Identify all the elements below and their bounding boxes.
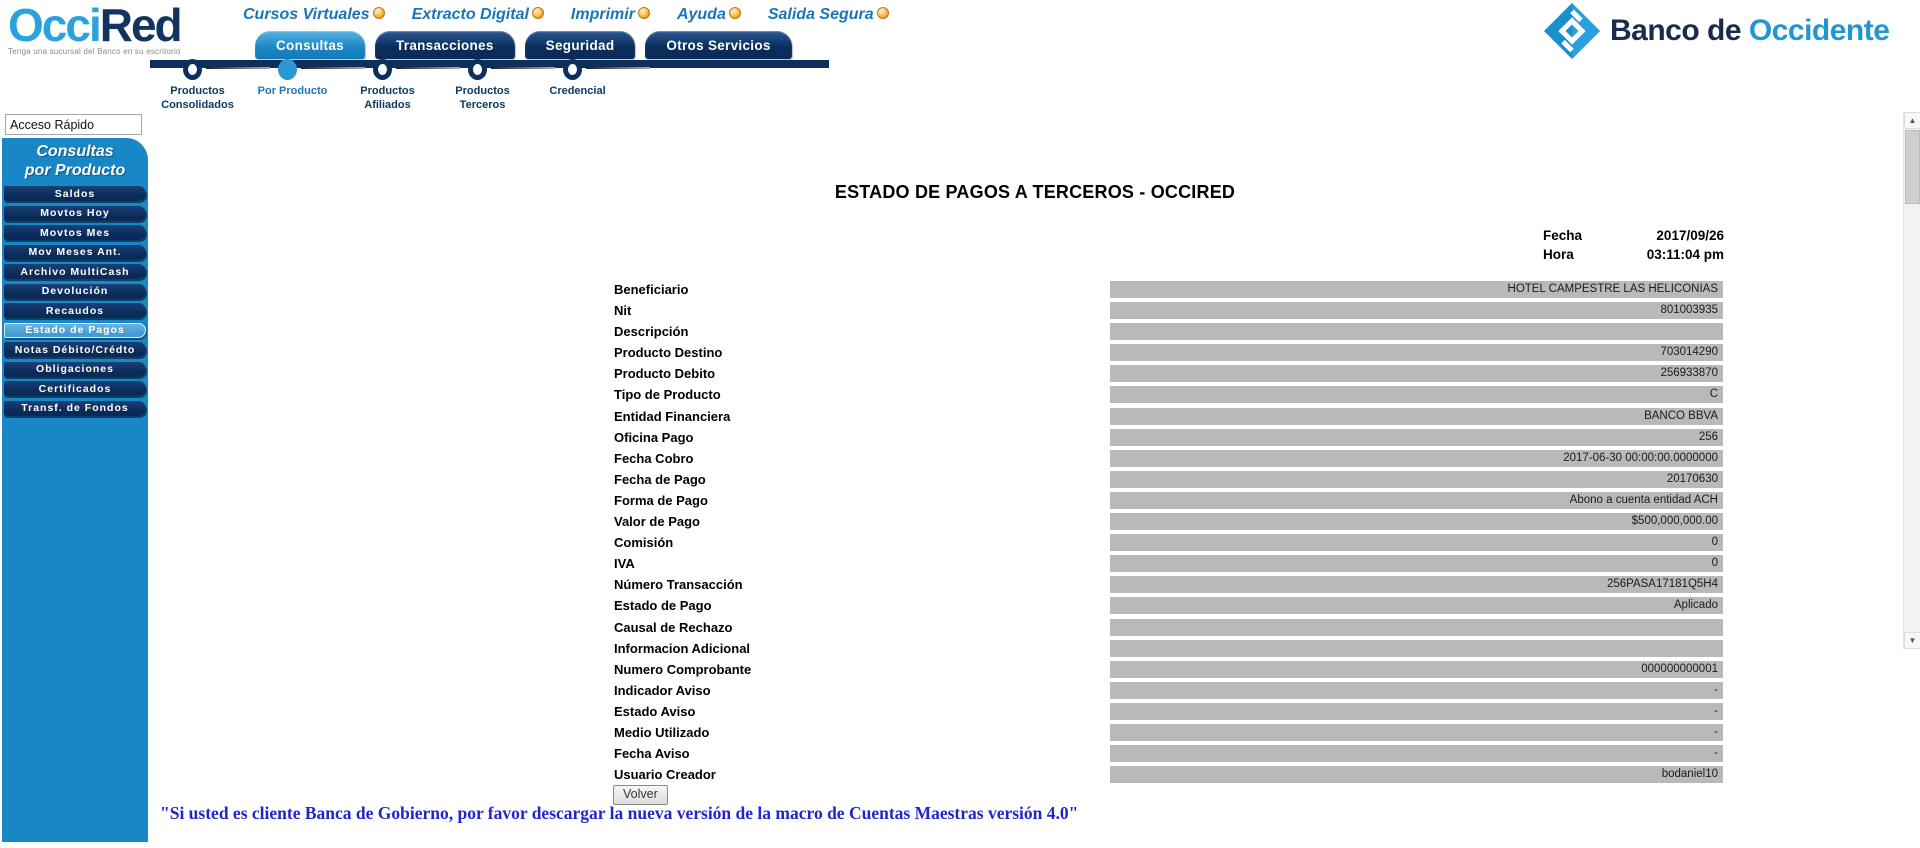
field-value: C <box>1110 386 1723 403</box>
field-row <box>614 281 1724 302</box>
time-row <box>1543 247 1724 262</box>
sidebar-menu-item[interactable] <box>4 284 146 299</box>
top-link-label: Ayuda <box>676 6 726 23</box>
nav-tab[interactable] <box>525 31 636 59</box>
field-label: Fecha de Pago <box>614 471 706 487</box>
field-row <box>614 386 1724 407</box>
sidebar-menu-item[interactable] <box>4 303 146 318</box>
occired-logo-text <box>8 0 181 50</box>
field-label: Informacion Adicional <box>614 640 751 656</box>
main-tab-bar <box>255 31 792 59</box>
step-dot-row <box>150 58 245 81</box>
sidebar-menu-item[interactable] <box>4 401 146 416</box>
field-label: Estado Aviso <box>614 703 696 719</box>
sidebar-menu-item-label: Transf. de Fondos <box>21 402 129 414</box>
field-row <box>614 619 1724 640</box>
field-value: $500,000,000.00 <box>1110 513 1723 530</box>
sidebar-menu-item-label: Mov Meses Ant. <box>28 246 122 258</box>
sidebar-menu <box>2 186 148 416</box>
field-value <box>1110 619 1723 636</box>
field-label: Usuario Creador <box>614 767 716 783</box>
field-value: 000000000001 <box>1110 661 1723 678</box>
sidebar-menu-item[interactable] <box>4 381 146 396</box>
step-label: Credencial <box>549 85 606 97</box>
field-label: Producto Debito <box>614 366 716 382</box>
field-label: Medio Utilizado <box>614 724 710 740</box>
sidebar-menu-item[interactable] <box>4 245 146 260</box>
field-row <box>614 365 1724 386</box>
field-value: Aplicado <box>1110 597 1723 614</box>
sidebar-menu-item-label: Archivo MultiCash <box>20 265 130 278</box>
field-row <box>614 682 1724 703</box>
sidebar-menu-item-label: Obligaciones <box>36 363 114 375</box>
nav-tab[interactable] <box>645 31 791 59</box>
field-label: Beneficiario <box>614 282 689 297</box>
step-item[interactable] <box>340 58 435 113</box>
step-connector-line <box>586 67 650 69</box>
step-label: Productos Afiliados <box>360 85 415 112</box>
sidebar-title-line1: Consultas <box>36 143 114 160</box>
orange-badge-icon <box>532 7 544 19</box>
field-value: 256933870 <box>1110 365 1723 382</box>
step-circle-icon <box>183 59 202 80</box>
field-label: Comisión <box>614 535 674 551</box>
orange-badge-icon <box>729 7 741 19</box>
step-label: Por Producto <box>257 85 328 97</box>
footer-notice: "Si usted es cliente Banca de Gobierno, por favor descargar la nueva versión de la macro de Cuentas Maestras versión 4.0" <box>160 803 1079 823</box>
step-item[interactable] <box>150 58 245 113</box>
field-label: Indicador Aviso <box>614 682 711 698</box>
step-label: Productos Consolidados <box>161 85 234 112</box>
field-row <box>614 661 1724 682</box>
step-circle-icon <box>278 59 297 80</box>
field-row <box>614 344 1724 365</box>
top-link[interactable] <box>243 6 385 24</box>
scrollbar-thumb[interactable] <box>1905 130 1920 204</box>
field-row <box>614 450 1724 471</box>
sidebar-panel <box>2 138 148 842</box>
field-label: Causal de Rechazo <box>614 619 733 635</box>
sidebar-menu-item-label: Certificados <box>38 382 112 395</box>
field-row <box>614 323 1724 344</box>
sidebar-menu-item[interactable] <box>4 323 146 338</box>
field-row <box>614 555 1724 576</box>
bank-name-light: Occidente <box>1748 14 1890 47</box>
bank-name-dark: Banco de <box>1610 14 1742 47</box>
field-value <box>1110 323 1723 340</box>
field-value: - <box>1110 682 1723 699</box>
sidebar-menu-item-label: Movtos Mes <box>39 226 111 239</box>
field-label: Valor de Pago <box>614 514 700 530</box>
field-value: 2017-06-30 00:00:00.0000000 <box>1110 450 1723 467</box>
sidebar-menu-item[interactable] <box>4 342 146 357</box>
sidebar-menu-item-label: Devolución <box>41 285 109 297</box>
field-value: 256 <box>1110 429 1723 446</box>
top-link[interactable] <box>571 6 650 24</box>
field-row <box>614 597 1724 618</box>
sidebar-menu-item[interactable] <box>4 225 146 240</box>
step-circle-icon <box>563 59 582 80</box>
field-row <box>614 513 1724 534</box>
step-dot-row <box>245 58 340 81</box>
nav-tab-label: Transacciones <box>395 37 494 53</box>
sidebar-menu-item-label: Estado de Pagos <box>25 324 125 336</box>
step-item[interactable] <box>245 58 340 113</box>
sidebar-menu-item-label: Saldos <box>54 187 96 200</box>
sidebar-title-line2: por Producto <box>24 162 126 179</box>
nav-tab-label: Consultas <box>276 37 344 53</box>
field-label: IVA <box>614 556 635 572</box>
field-value: - <box>1110 745 1723 762</box>
field-label: Numero Comprobante <box>614 661 752 677</box>
top-link-bar <box>243 6 889 24</box>
step-dot-row <box>530 58 625 81</box>
top-link[interactable] <box>677 6 741 24</box>
bank-logo-icon <box>1544 3 1600 59</box>
sidebar-menu-item[interactable] <box>4 264 146 279</box>
field-value: 801003935 <box>1110 302 1723 319</box>
field-label: Forma de Pago <box>614 492 708 508</box>
field-value: 703014290 <box>1110 344 1723 361</box>
time-label: Hora <box>1543 247 1574 262</box>
field-row <box>614 766 1724 787</box>
field-row <box>614 576 1724 597</box>
sidebar-title <box>2 138 148 180</box>
bank-logo <box>1544 3 1889 59</box>
field-row <box>614 492 1724 513</box>
sidebar-menu-item-label: Recaudos <box>45 304 105 317</box>
nav-tab-label: Seguridad <box>545 37 615 53</box>
field-value: HOTEL CAMPESTRE LAS HELICONIAS <box>1110 281 1723 298</box>
date-row <box>1543 228 1724 243</box>
time-value: 03:11:04 pm <box>1646 247 1724 262</box>
datetime-block <box>1543 228 1724 266</box>
field-label: Oficina Pago <box>614 429 694 445</box>
step-item[interactable] <box>435 58 530 113</box>
sidebar-menu-item[interactable] <box>4 206 146 221</box>
field-row <box>614 429 1724 450</box>
step-item[interactable] <box>530 58 625 113</box>
field-label: Número Transacción <box>614 577 743 593</box>
field-label: Fecha Aviso <box>614 746 690 762</box>
field-row <box>614 302 1724 323</box>
orange-badge-icon <box>877 7 889 19</box>
top-link-label: Imprimir <box>570 6 635 23</box>
brand-tagline: Tenga una sucursal del Banco en su escritorio <box>8 47 181 56</box>
top-link-label: Cursos Virtuales <box>243 6 370 23</box>
scroll-down-button[interactable]: ▼ <box>1904 632 1920 649</box>
field-value: 256PASA17181Q5H4 <box>1110 576 1723 593</box>
date-label: Fecha <box>1543 228 1583 243</box>
field-row <box>614 724 1724 745</box>
step-circle-icon <box>468 59 487 80</box>
field-value: BANCO BBVA <box>1110 408 1723 425</box>
field-row <box>614 745 1724 766</box>
sidebar-menu-item[interactable] <box>4 186 146 201</box>
field-value: 20170630 <box>1110 471 1723 488</box>
field-value: bodaniel10 <box>1110 766 1723 783</box>
top-link[interactable] <box>412 6 544 24</box>
field-label: Entidad Financiera <box>614 408 731 424</box>
nav-tab[interactable] <box>255 31 365 59</box>
sidebar-menu-item-label: Movtos Hoy <box>40 207 110 219</box>
field-value: 0 <box>1110 534 1723 551</box>
field-row <box>614 471 1724 492</box>
payment-detail-fields <box>614 281 1724 787</box>
orange-badge-icon <box>638 7 650 19</box>
logo-part-occi: Occi <box>8 0 100 51</box>
nav-tab[interactable] <box>375 31 515 59</box>
occired-logo <box>8 0 181 56</box>
top-link-label: Salida Segura <box>767 6 874 23</box>
field-value: Abono a cuenta entidad ACH <box>1110 492 1723 509</box>
date-value: 2017/09/26 <box>1656 228 1724 243</box>
scroll-up-button[interactable]: ▲ <box>1904 112 1920 129</box>
field-row <box>614 640 1724 661</box>
step-dot-row <box>340 58 435 81</box>
field-row <box>614 534 1724 555</box>
field-value: 0 <box>1110 555 1723 572</box>
field-label: Descripción <box>614 324 689 340</box>
field-label: Tipo de Producto <box>614 387 721 403</box>
sidebar-menu-item-label: Notas Débito/Crédto <box>14 343 136 356</box>
step-nav <box>150 58 625 113</box>
step-label: Productos Terceros <box>455 85 510 112</box>
bank-logo-text <box>1610 14 1889 48</box>
field-value <box>1110 640 1723 657</box>
top-link-label: Extracto Digital <box>411 6 529 23</box>
logo-part-red: Red <box>99 0 181 51</box>
field-label: Producto Destino <box>614 345 723 361</box>
field-row <box>614 408 1724 429</box>
step-dot-row <box>435 58 530 81</box>
sidebar-menu-item[interactable] <box>4 362 146 377</box>
vertical-scrollbar[interactable] <box>1903 112 1920 649</box>
field-label: Nit <box>614 303 632 319</box>
top-link[interactable] <box>768 6 889 24</box>
field-row <box>614 703 1724 724</box>
field-value: - <box>1110 724 1723 741</box>
back-button[interactable]: Volver <box>613 785 668 805</box>
field-label: Fecha Cobro <box>614 450 694 466</box>
nav-tab-label: Otros Servicios <box>666 37 771 53</box>
field-label: Estado de Pago <box>614 598 712 614</box>
orange-badge-icon <box>373 7 385 19</box>
field-value: - <box>1110 703 1723 720</box>
step-circle-icon <box>373 59 392 80</box>
quick-access-input[interactable] <box>5 114 142 135</box>
page-title: ESTADO DE PAGOS A TERCEROS - OCCIRED <box>834 182 1236 202</box>
